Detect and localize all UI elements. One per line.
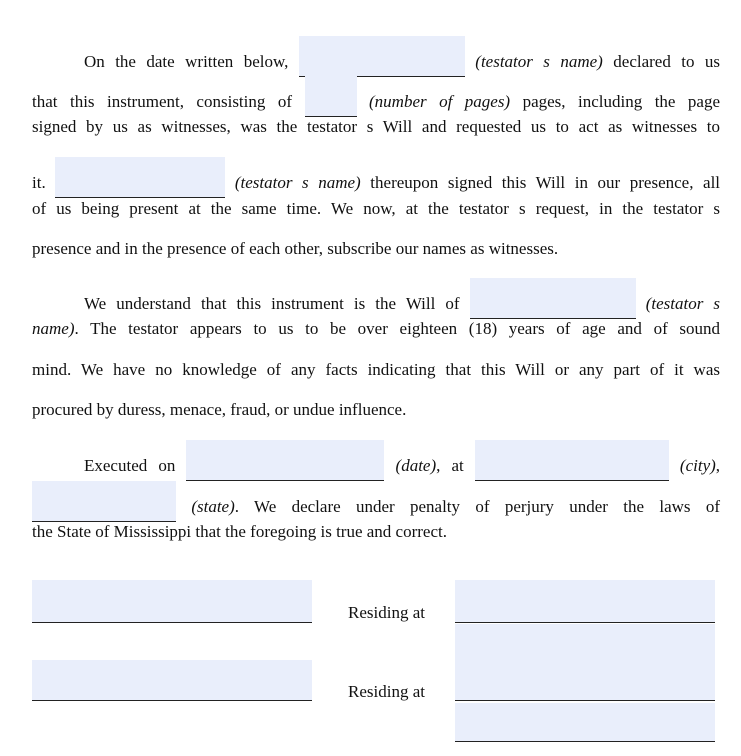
execution-date-field[interactable] xyxy=(186,440,384,481)
testator-name-field-1[interactable] xyxy=(299,36,465,77)
para2-line3: mind. We have no knowledge of any facts indicating that this Will or any part of it was xyxy=(32,360,720,379)
witness-1-address-line2-field[interactable] xyxy=(455,624,715,664)
para1-line4: it. (testator s name) thereupon signed this Will in our presence, all xyxy=(32,157,720,194)
witness-1-address-line1-field[interactable] xyxy=(455,580,715,623)
para1-line5: of us being present at the same time. We now, at the testator s request, in the testator s xyxy=(32,199,720,218)
para1-line2: that this instrument, consisting of (number of pages) pages, including the page xyxy=(32,76,720,113)
witness-1-signature-field[interactable] xyxy=(32,580,312,623)
para2-line4: procured by duress, menace, fraud, or undue influence. xyxy=(32,400,407,419)
execution-state-field[interactable] xyxy=(32,481,176,522)
para3-line2: (state). We declare under penalty of perjury under the laws of xyxy=(32,481,720,518)
witness-2-address-line2-field[interactable] xyxy=(455,703,715,742)
testator-name-field-3[interactable] xyxy=(470,278,636,319)
para1-line1: On the date written below, (testator s name) declared to us xyxy=(32,36,720,73)
testator-name-field-2[interactable] xyxy=(55,157,225,198)
witness-2-address-line1-field[interactable] xyxy=(455,660,715,701)
para2-line2: name). The testator appears to us to be over eighteen (18) years of age and of sound xyxy=(32,319,720,338)
execution-city-field[interactable] xyxy=(475,440,669,481)
witness-2-signature-field[interactable] xyxy=(32,660,312,701)
witness-1-residing-label: Residing at xyxy=(348,603,425,622)
para1-line3: signed by us as witnesses, was the testator s Will and requested us to act as witnesses to xyxy=(32,117,720,136)
number-of-pages-field[interactable] xyxy=(305,76,357,117)
para3-line3: the State of Mississippi that the foregoing is true and correct. xyxy=(32,522,447,541)
para3-line1: Executed on (date), at (city), xyxy=(32,440,720,477)
witness-2-residing-label: Residing at xyxy=(348,682,425,701)
para1-line6: presence and in the presence of each other, subscribe our names as witnesses. xyxy=(32,239,559,258)
para2-line1: We understand that this instrument is the Will of (testator s xyxy=(32,278,720,315)
